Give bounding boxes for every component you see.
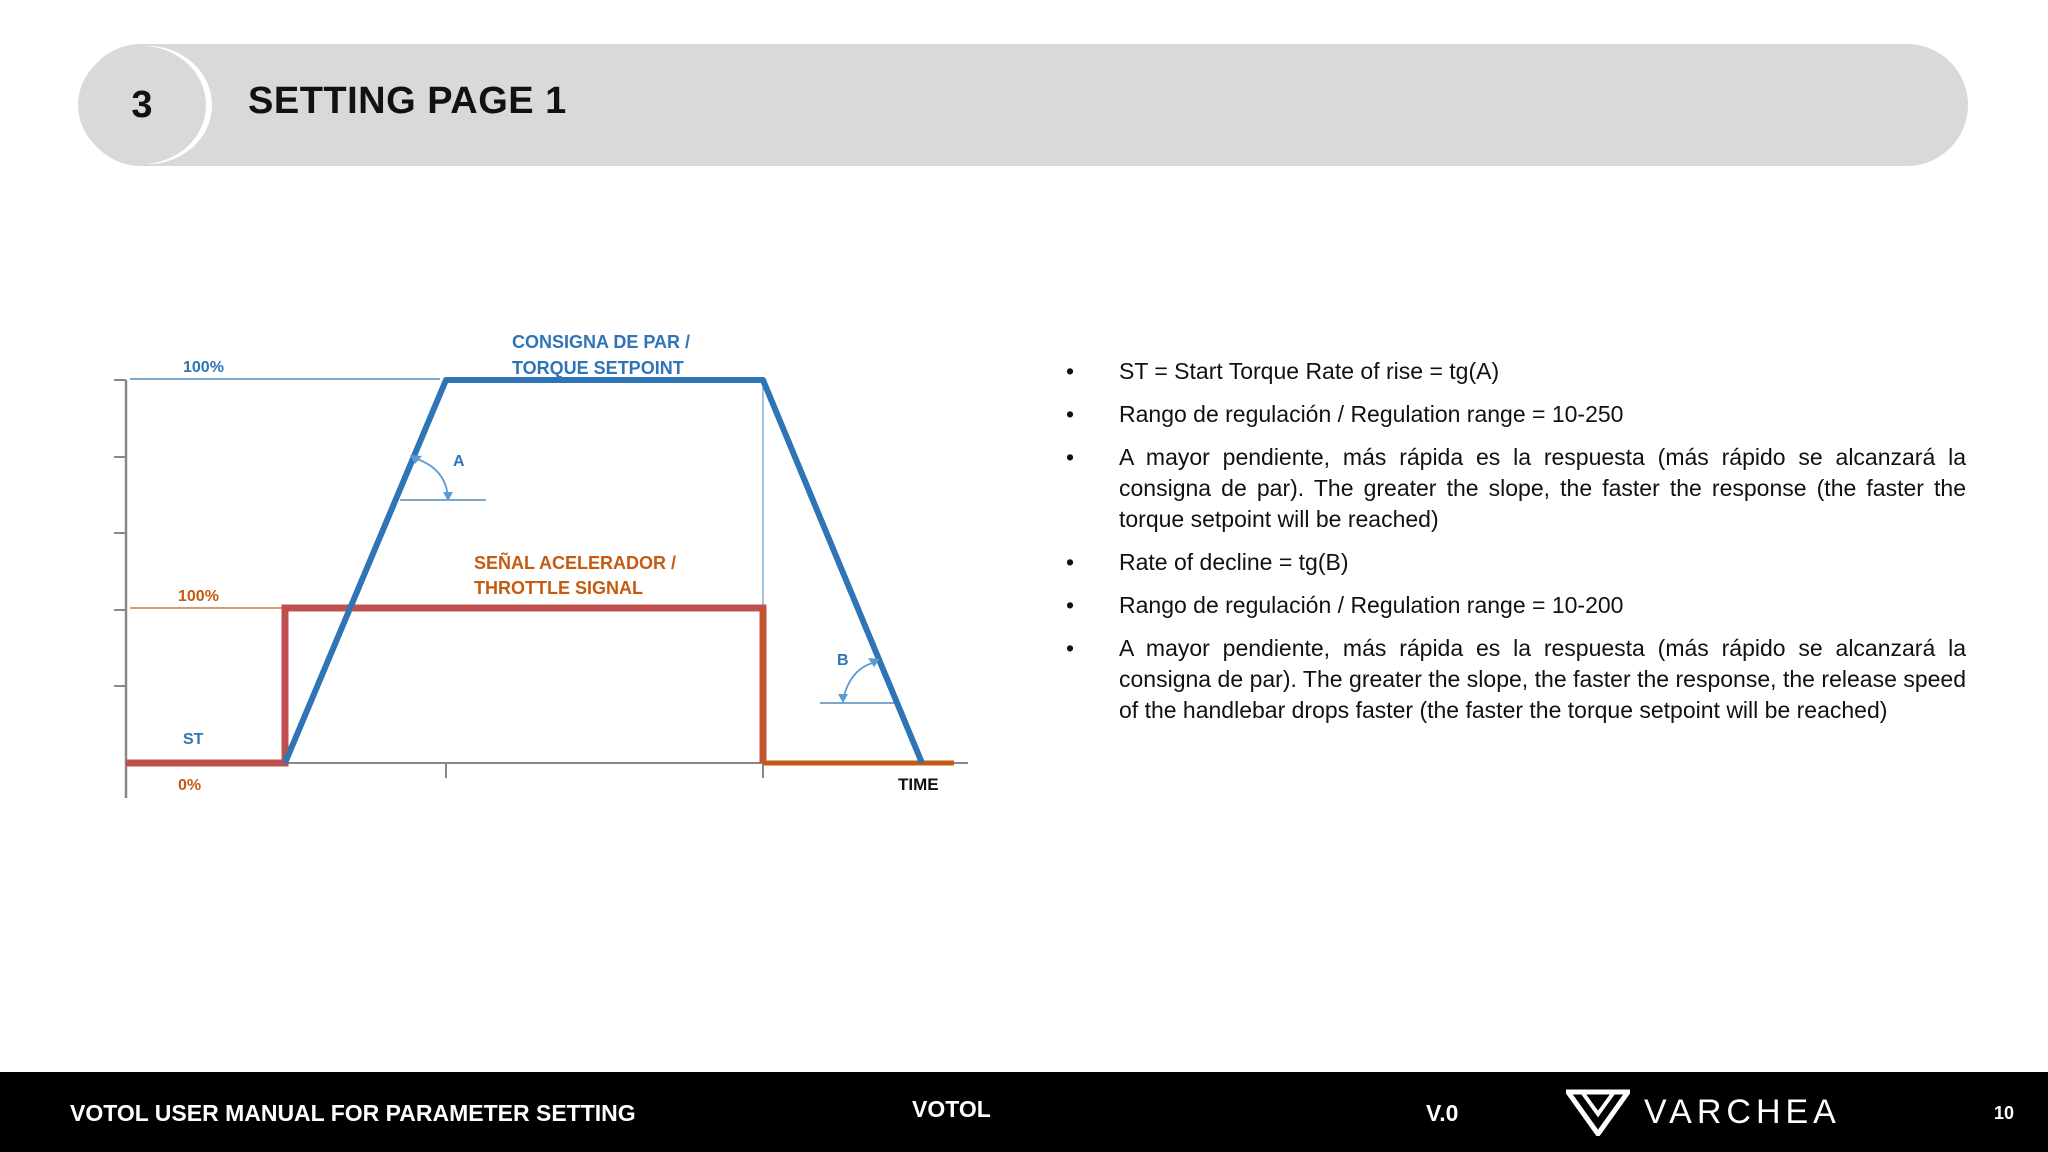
diamond-logo-icon [1566, 1088, 1630, 1136]
time-axis-label: TIME [898, 775, 939, 794]
bullet-text: Rate of decline = tg(B) [1119, 549, 1349, 575]
bullet-dot: • [1066, 549, 1075, 575]
bullet-item [1066, 633, 1966, 726]
page-number: 10 [1994, 1103, 2015, 1123]
section-number-badge [78, 46, 206, 164]
logo-text: VARCHEA [1644, 1092, 1841, 1131]
throttle-100-label: 100% [178, 588, 219, 605]
angle-b-label: B [837, 652, 849, 669]
throttle-signal-label-line2: THROTTLE SIGNAL [474, 578, 643, 598]
bullet-text: ST = Start Torque Rate of rise = tg(A) [1119, 358, 1500, 384]
zero-percent-label: 0% [178, 777, 202, 794]
bullet-dot: • [1066, 358, 1075, 384]
throttle-signal-label-line1: SEÑAL ACELERADOR / [474, 553, 677, 573]
section-number: 3 [131, 83, 153, 126]
bullet-item [1066, 399, 1966, 430]
torque-setpoint-label-line1: CONSIGNA DE PAR / [512, 332, 691, 352]
footer-bar [0, 1072, 2048, 1152]
bullet-dot: • [1066, 444, 1075, 470]
bullet-item [1066, 356, 1966, 387]
bullet-item [1066, 547, 1966, 578]
varchea-logo [1566, 1086, 1841, 1138]
page-title: SETTING PAGE 1 [248, 80, 567, 122]
bullet-item [1066, 442, 1966, 535]
bullet-dot: • [1066, 401, 1075, 427]
torque-throttle-diagram [110, 318, 990, 808]
footer-version: V.0 [1426, 1100, 1459, 1126]
bullet-dot: • [1066, 592, 1075, 618]
footer-brand: VOTOL [912, 1096, 991, 1122]
bullet-text: Rango de regulación / Regulation range = 10-250 [1119, 401, 1624, 427]
bullet-item [1066, 590, 1966, 621]
description-bullet-list [1066, 356, 1966, 738]
bullet-text: A mayor pendiente, más rápida es la respuesta (más rápido se alcanzará la consigna de par). The greater the slope, the faster the response (the faster the torque setpoint will be reached) [1119, 444, 1966, 532]
torque-100-label: 100% [183, 359, 224, 376]
throttle-signal-line [126, 608, 763, 763]
start-torque-label: ST [183, 731, 204, 748]
angle-a-arc [414, 458, 448, 498]
bullet-text: A mayor pendiente, más rápida es la respuesta (más rápido se alcanzará la consigna de par). The greater the slope, the faster the response, the release speed of the handlebar drops faster (the faster the torque setpoint will be reached) [1119, 635, 1966, 723]
torque-setpoint-label-line2: TORQUE SETPOINT [512, 358, 684, 378]
angle-a-label: A [453, 453, 465, 470]
bullet-dot: • [1066, 635, 1075, 661]
angle-b-arrowhead-bottom [838, 694, 848, 703]
bullet-text: Rango de regulación / Regulation range = 10-200 [1119, 592, 1624, 618]
footer-manual-title: VOTOL USER MANUAL FOR PARAMETER SETTING [70, 1100, 636, 1126]
